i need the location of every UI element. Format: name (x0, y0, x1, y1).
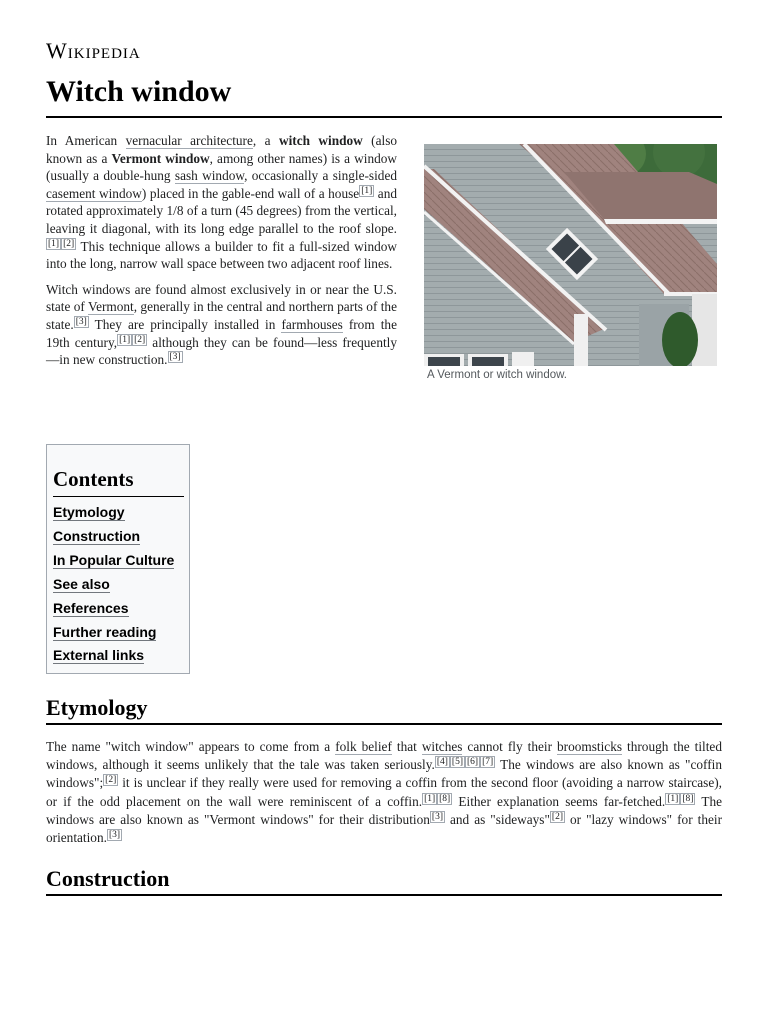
toc-item-construction[interactable]: Construction (53, 527, 141, 544)
text-run: although they can be found—less frequently—in new construction. (46, 334, 398, 368)
toc-item-references[interactable]: References (53, 599, 129, 616)
text-run: Witch windows are found almost exclusively in or near the U.S. state of (46, 281, 397, 315)
citation-ref[interactable]: [3] (431, 811, 443, 822)
toc-item-etymology[interactable]: Etymology (53, 504, 125, 520)
citation-ref[interactable]: [8] (682, 793, 694, 804)
bold-term: Vermont window (111, 150, 210, 166)
text-run: They are principally installed in (88, 316, 282, 332)
wikipedia-wordmark[interactable]: Wikipedia (46, 38, 141, 63)
citation-ref[interactable]: [7] (482, 757, 494, 768)
text-run: from the 19th century, (46, 316, 397, 350)
lead-section (46, 132, 397, 377)
text-run: , a (252, 133, 279, 148)
citation-ref[interactable]: [1] (424, 793, 436, 804)
figure-caption: A Vermont or witch window. (427, 369, 567, 381)
wiki-link[interactable]: witches (421, 739, 463, 754)
page-title: Witch window (46, 72, 722, 118)
infobox-figure (424, 144, 717, 381)
text-run: or "lazy windows" for their orientation. (46, 811, 723, 846)
text-run: it is unclear if they really were used for removing a coffin from the second floor (avoiding a narrow staircase), or if the odd placement on the wall were reminiscent of a coffin. (46, 775, 722, 809)
text-run: ) placed in the gable-end wall of a house (141, 185, 360, 201)
citation-ref[interactable]: [2] (63, 238, 75, 249)
text-run: , occasionally a single-sided (244, 168, 397, 184)
citation-ref[interactable]: [1] (667, 793, 679, 804)
text-run: Either explanation seems far-fetched. (452, 793, 666, 809)
section-heading-etymology: Etymology (46, 694, 722, 725)
witch-window-photo[interactable] (424, 144, 717, 366)
citation-ref[interactable]: [2] (551, 811, 563, 822)
citation-ref[interactable]: [2] (134, 334, 146, 345)
wiki-link[interactable]: farmhouses (281, 316, 343, 332)
section-heading-construction: Construction (46, 865, 722, 896)
wiki-link[interactable]: casement window (46, 185, 142, 201)
citation-ref[interactable]: [5] (451, 757, 463, 768)
text-run: The windows are also known as "Vermont windows" for their distribution (46, 793, 722, 827)
wiki-link[interactable]: sash window (174, 168, 245, 184)
wiki-link[interactable]: vernacular architecture (125, 133, 253, 148)
text-run: that (391, 739, 422, 754)
text-run: cannot fly their (462, 739, 558, 754)
text-run: through the tilted windows, although it seems unlikely that the tale was taken seriously. (46, 739, 722, 773)
wiki-link[interactable]: folk belief (335, 739, 392, 754)
citation-ref[interactable]: [3] (75, 316, 87, 327)
lead-paragraph-2 (46, 281, 397, 369)
citation-ref[interactable]: [8] (439, 793, 451, 804)
toc-title: Contents (53, 467, 184, 497)
toc-item-external-links[interactable]: External links (53, 647, 145, 664)
etymology-paragraph (46, 738, 722, 847)
citation-ref[interactable]: [2] (105, 775, 117, 786)
citation-ref[interactable]: [1] (48, 238, 60, 249)
text-run: This technique allows a builder to fit a full-sized window into the long, narrow wall space between two adjacent roof lines. (46, 238, 397, 272)
citation-ref[interactable]: [3] (108, 830, 121, 841)
text-run: In American (46, 133, 126, 148)
toc-item-in-popular-culture[interactable]: In Popular Culture (53, 551, 175, 568)
text-run: and rotated approximately 1/8 of a turn (45 degrees) from the vertical, leaving it diagonal, with its long edge parallel to the roof slope. (46, 185, 398, 236)
citation-ref[interactable]: [1] (119, 334, 131, 345)
wiki-link[interactable]: Vermont (87, 299, 134, 315)
citation-ref[interactable]: [4] (436, 757, 448, 768)
bold-term: witch window (278, 133, 363, 148)
toc-item-further-reading[interactable]: Further reading (53, 623, 157, 640)
citation-ref[interactable]: [6] (467, 757, 479, 768)
text-run: and as "sideways" (444, 811, 550, 827)
text-run: The windows are also known as "coffin windows"; (46, 757, 722, 791)
citation-ref[interactable]: [1] (361, 185, 373, 196)
text-run: , among other names) is a window (usually a double-hung (46, 150, 398, 184)
toc-item-see-also[interactable]: See also (53, 575, 110, 592)
lead-paragraph-1 (46, 132, 397, 273)
wiki-link[interactable]: broomsticks (557, 739, 623, 754)
text-run: The name "witch window" appears to come from a (46, 739, 336, 754)
table-of-contents (46, 444, 190, 674)
text-run: (also known as a (46, 133, 398, 166)
text-run: , generally in the central and northern parts of the state. (46, 299, 397, 332)
citation-ref[interactable]: [3] (169, 352, 181, 363)
